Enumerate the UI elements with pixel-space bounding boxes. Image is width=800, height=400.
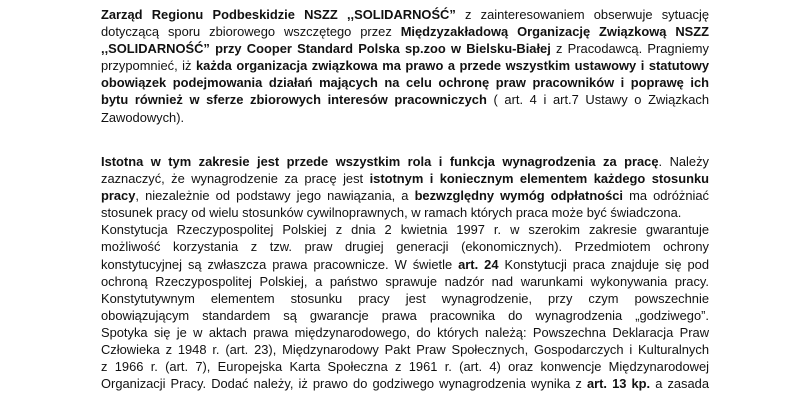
text-segment: stosunek pracy od wielu stosunków cywilnoprawnych, w ramach których praca może być świadczona. [101, 205, 682, 221]
text-line [101, 324, 709, 341]
text-line [101, 40, 709, 57]
text-line [101, 23, 709, 40]
bold-text-segment: art. 24 [458, 256, 499, 272]
text-line [101, 273, 709, 290]
bold-text-segment: pracy [101, 188, 136, 204]
bold-text-segment: art. 13 kp. [586, 376, 651, 392]
bold-text-segment: istotnym i koniecznym elementem każdego stosunku [369, 171, 709, 187]
bold-text-segment: obowiązek podejmowania działań mających na celu ochronę praw pracowników i poprawę ich [101, 75, 709, 91]
text-segment: Organizacji Pracy. Dodać należy, iż prawo do godziwego wynagrodzenia wynika z [101, 376, 587, 392]
paragraph-solidarnosc-statement [101, 6, 709, 126]
text-segment: Konstytucja Rzeczypospolitej Polskiej z dnia 2 kwietnia 1997 r. w szerokim zakresie gwarantuje [101, 222, 709, 238]
text-segment: ma odróżniać [623, 188, 709, 204]
text-line [101, 204, 709, 221]
text-segment: Zawodowych). [101, 109, 185, 125]
text-line [101, 6, 709, 23]
text-line [101, 290, 709, 307]
text-segment: z 1966 r. (art. 7), Europejska Karta Społeczna z 1961 r. (art. 4) oraz konwencje Międzynarodowej [101, 359, 709, 375]
text-segment: a zasada [650, 376, 710, 392]
text-segment: konstytucyjnej są zwłaszcza prawa pracownicze. W świetle [101, 256, 459, 272]
bold-text-segment: każda organizacja związkowa ma prawo a przede wszystkim ustawowy i statutowy [196, 58, 709, 74]
paragraph-wage-role [101, 153, 709, 392]
text-segment: Spotyka się je w aktach prawa międzynarodowego, do których należą: Powszechna Deklaracja Praw [101, 324, 709, 340]
text-segment: ochroną Rzeczypospolitej Polskiej, a państwo sprawuje nadzór nad warunkami wykonywania pracy. [101, 273, 709, 289]
text-segment: , niezależnie od podstawy jego nawiązania, a [135, 188, 415, 204]
text-line [101, 91, 709, 108]
text-line [101, 170, 709, 187]
text-line [101, 358, 709, 375]
text-segment: Człowieka z 1948 r. (art. 23), Międzynarodowy Pakt Praw Społecznych, Gospodarczych i Kulturalnych [101, 342, 709, 358]
bold-text-segment: bezwzględny wymóg odpłatności [414, 188, 623, 204]
bold-text-segment: Międzyzakładową Organizację Związkową NSZZ [400, 24, 709, 40]
text-line [101, 74, 709, 91]
text-segment: dotyczącą sporu zbiorowego wszczętego przez [101, 24, 401, 40]
text-line [101, 256, 709, 273]
bold-text-segment: Zarząd Regionu Podbeskidzie NSZZ ,,SOLIDARNOŚĆ” [101, 7, 456, 22]
text-segment: możliwość korzystania z tzw. praw drugiej generacji (ekonomicznych). Przedmiotem ochrony [101, 239, 709, 255]
text-segment: z Pracodawcą. Pragniemy [550, 41, 709, 57]
text-line [101, 221, 709, 238]
text-segment: przypomnieć, iż [101, 58, 197, 74]
text-segment: ( art. 4 i art.7 Ustawy o Związkach [486, 92, 710, 108]
text-line [101, 238, 709, 255]
text-line [101, 57, 709, 74]
text-segment: . Należy [658, 154, 709, 169]
text-segment: Konstytutywnym elementem stosunku pracy jest wynagrodzenie, przy czym powszechnie [101, 290, 709, 306]
text-line [101, 153, 709, 170]
bold-text-segment: ,,SOLIDARNOŚĆ” przy Cooper Standard Polska sp.zoo w Bielsku-Białej [101, 41, 551, 57]
text-line [101, 375, 709, 392]
bold-text-segment: Istotna w tym zakresie jest przede wszystkim rola i funkcja wynagrodzenia za pracę [101, 154, 659, 169]
text-line [101, 187, 709, 204]
text-line [101, 341, 709, 358]
bold-text-segment: bytu również w sferze zbiorowych interesów pracowniczych [101, 92, 487, 108]
text-segment: zaznaczyć, że wynagrodzenie za pracę jest [101, 171, 370, 187]
text-line [101, 307, 709, 324]
text-segment: z zainteresowaniem obserwuje sytuację [455, 7, 709, 22]
text-line [101, 109, 709, 126]
text-segment: obowiązującym standardem są gwarancje prawa pracownika do wynagrodzenia „godziwego”. [101, 307, 709, 323]
text-segment: Konstytucji praca znajduje się pod [498, 256, 709, 272]
